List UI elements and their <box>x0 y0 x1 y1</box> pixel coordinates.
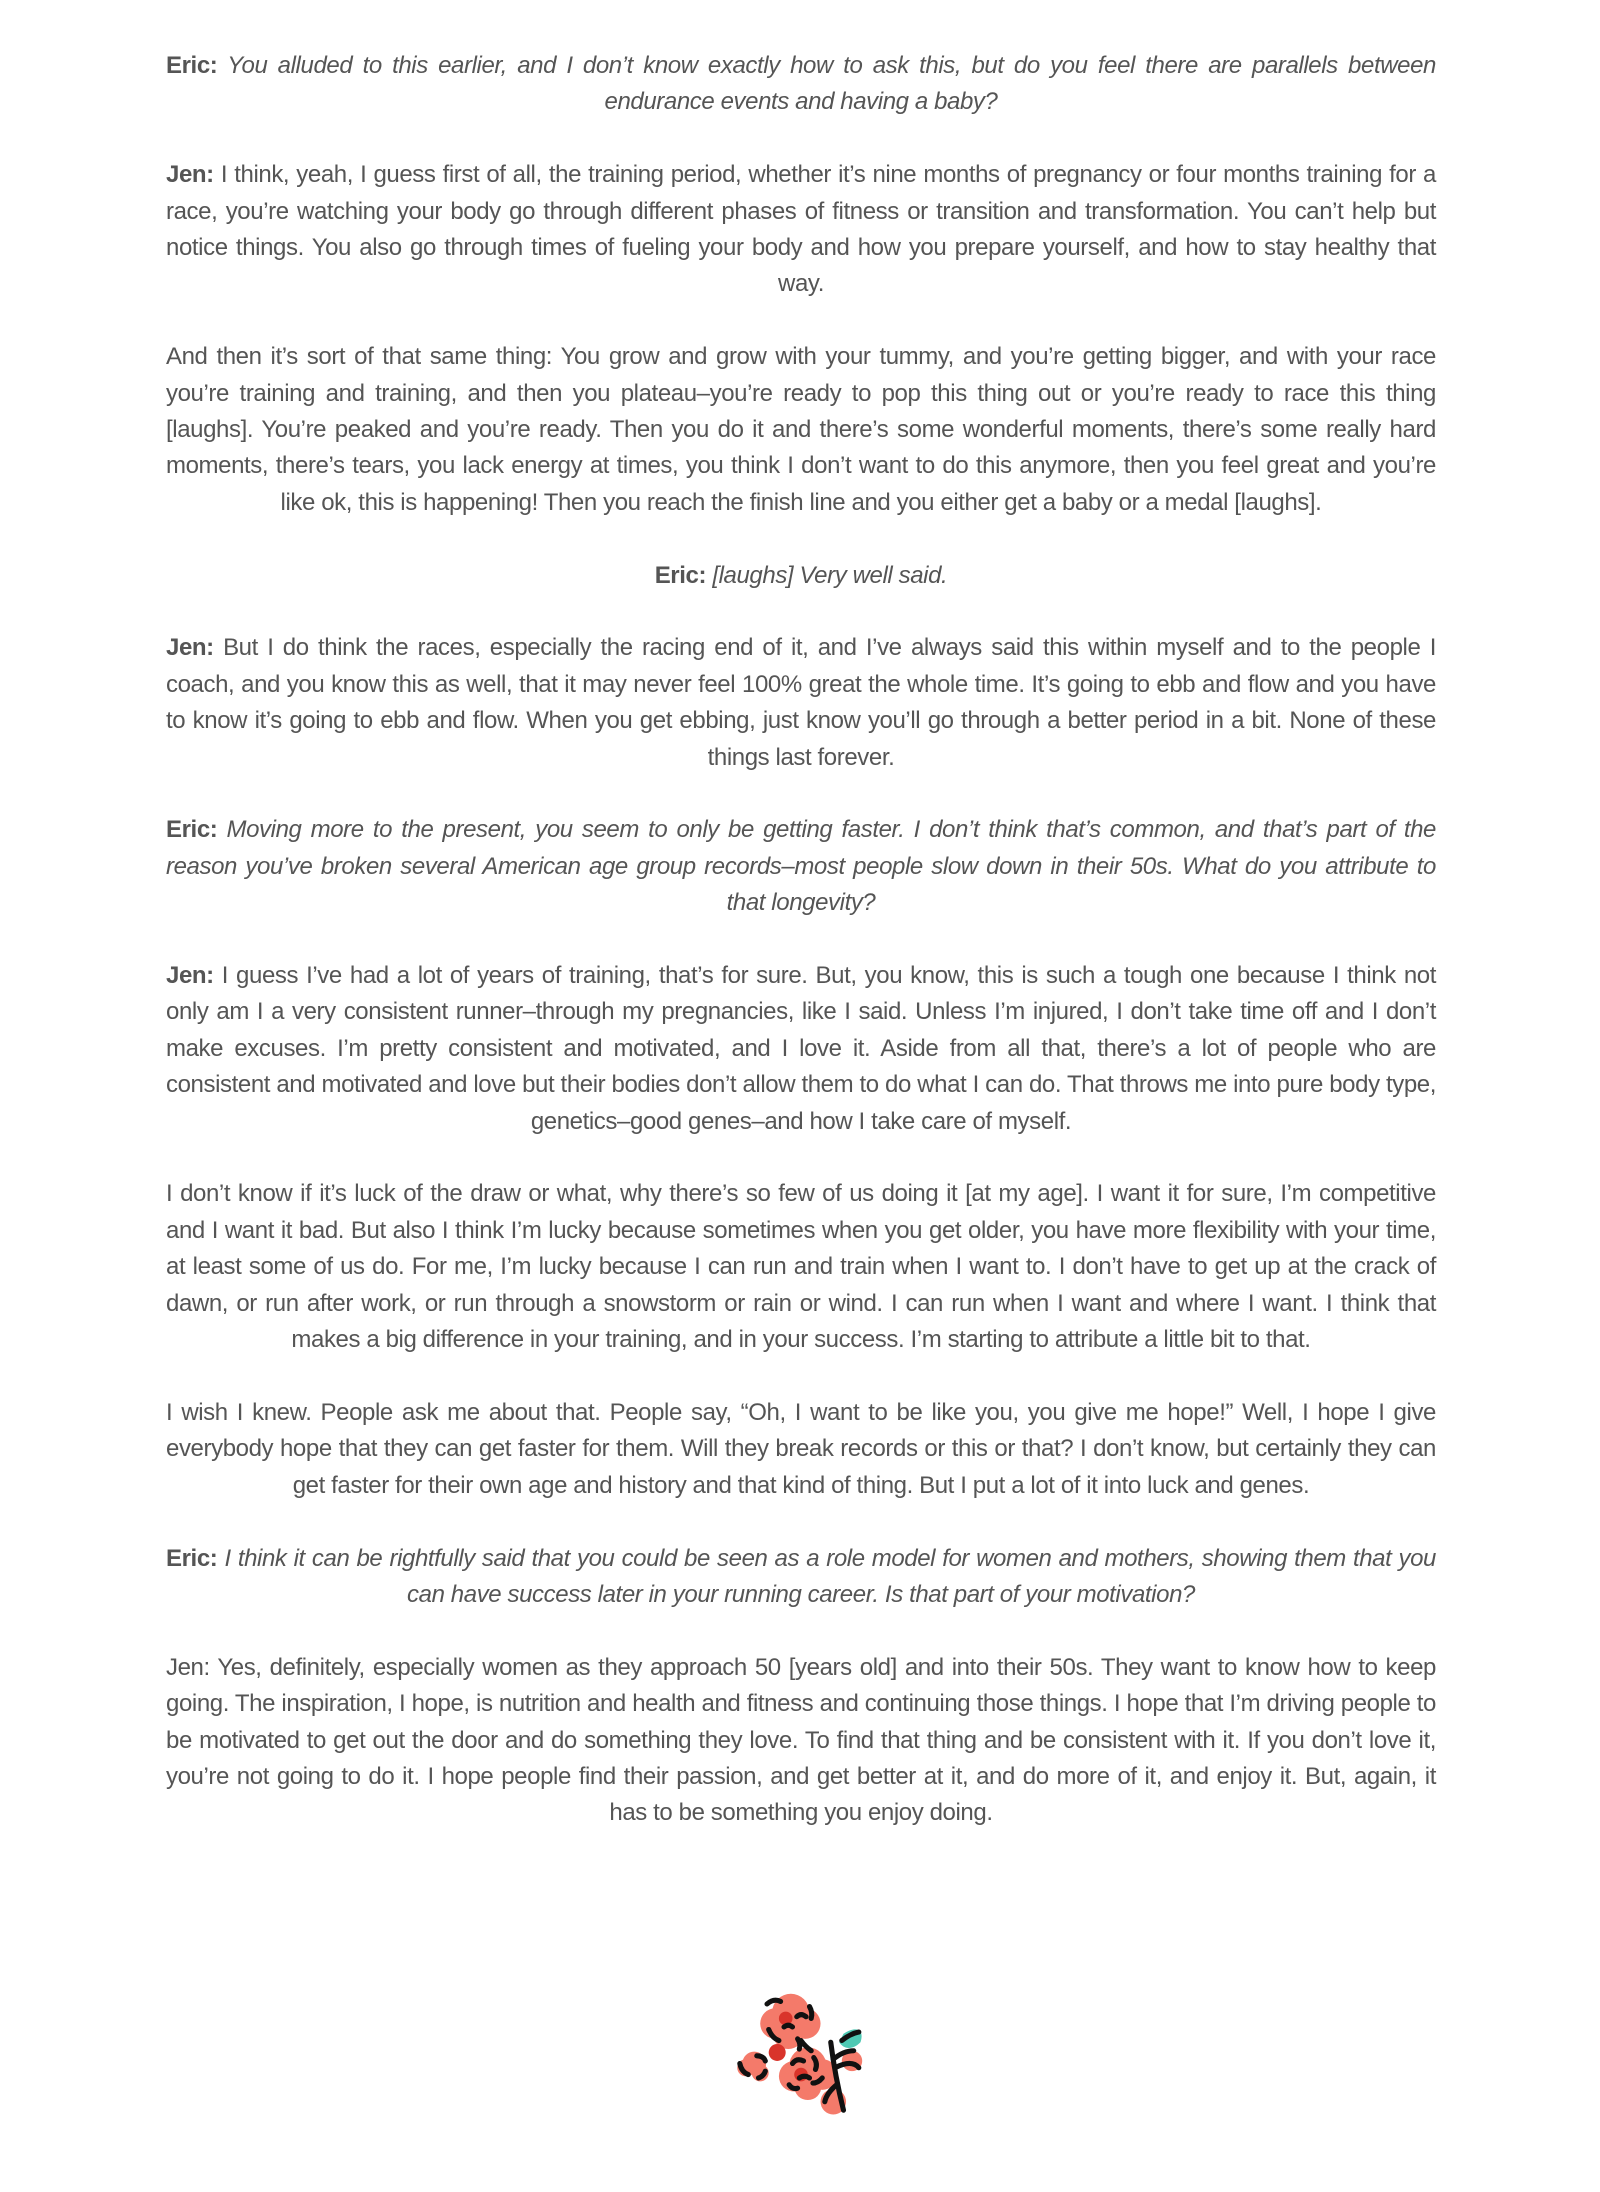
interviewer-question <box>166 1541 1436 1614</box>
paragraph-text: I think, yeah, I guess first of all, the training period, whether it’s nine months of pregnancy or four months training for a race, you’re watching your body go through different phases of fitness or transition and transformation. You can’t help but notice things. You also go through times of fueling your body and how you prepare yourself, and how to stay healthy that way. <box>166 161 1436 298</box>
paragraph-text: [laughs] Very well said. <box>712 561 948 589</box>
paragraph-text: I wish I knew. People ask me about that. People say, “Oh, I want to be like you, you give me hope!” Well, I hope I give everybody hope that they can get faster for them. Will they break records or this or that? I don’t know, but certainly they can get faster for their own age and history and that kind of thing. But I put a lot of it into luck and genes. <box>166 1398 1436 1499</box>
paragraph-text: I don’t know if it’s luck of the draw or what, why there’s so few of us doing it [at my age]. I want it for sure, I’m competitive and I want it bad. But also I think I’m lucky because sometimes when you get older, you have more flexibility with your time, at least some of us do. For me, I’m lucky because I can run and train when I want to. I don’t have to get up at the crack of dawn, or run after work, or run through a snowstorm or rain or wind. I can run when I want and where I want. I think that makes a big difference in your training, and in your success. I’m starting to attribute a little bit to that. <box>166 1180 1436 1354</box>
interviewer-question <box>166 558 1436 594</box>
paragraph-text: I guess I’ve had a lot of years of training, that’s for sure. But, you know, this is such a tough one because I think not only am I a very consistent runner–through my pregnancies, like I said. Unless I’m injured, I don’t take time off and I don’t make excuses. I’m pretty consistent and motivated, and I love it. Aside from all that, there’s a lot of people who are consistent and motivated and love but their bodies don’t allow them to do what I can do. That throws me into pure body type, genetics–good genes–and how I take care of myself. <box>166 962 1436 1135</box>
speaker-label: Eric: <box>166 816 218 844</box>
interview-text <box>166 48 1436 1868</box>
paragraph-text: Jen: Yes, definitely, especially women as they approach 50 [years old] and into their 50s. They want to know how to keep going. The inspiration, I hope, is nutrition and health and fitness and continuing those things. I hope that I’m driving people to be motivated to get out the door and do something they love. To find that thing and be consistent with it. If you don’t love it, you’re not going to do it. I hope people find their passion, and get better at it, and do more of it, and enjoy it. But, again, it has to be something you enjoy doing. <box>166 1653 1436 1827</box>
paragraph-text: I think it can be rightfully said that you could be seen as a role model for women and mothers, showing them that you can have success later in your running career. Is that part of your motivation? <box>224 1544 1436 1608</box>
paragraph-text: But I do think the races, especially the racing end of it, and I’ve always said this within myself and to the people I coach, and you know this as well, that it may never feel 100% great the whole time. It’s going to ebb and flow and you have to know it’s going to ebb and flow. When you get ebbing, just know you’ll go through a better period in a bit. None of these things last forever. <box>166 634 1436 771</box>
speaker-label: Eric: <box>166 52 218 79</box>
interviewee-answer <box>166 958 1436 1140</box>
interviewer-question <box>166 48 1436 121</box>
flower-ornament-icon <box>716 1980 886 2130</box>
interviewee-answer <box>166 630 1436 776</box>
speaker-label: Jen: <box>166 161 214 189</box>
paragraph-text: Moving more to the present, you seem to only be getting faster. I don’t think that’s common, and that’s part of the reason you’ve broken several American age group records–most people slow down in their 50s. What do you attribute to that longevity? <box>166 816 1436 917</box>
interviewee-answer <box>166 339 1436 521</box>
interviewee-answer <box>166 1650 1436 1832</box>
interviewee-answer <box>166 1395 1436 1504</box>
interviewee-answer <box>166 157 1436 303</box>
interviewer-question <box>166 812 1436 921</box>
speaker-label: Jen: <box>166 634 214 662</box>
interviewee-answer <box>166 1176 1436 1358</box>
speaker-label: Eric: <box>166 1544 218 1572</box>
paragraph-text: You alluded to this earlier, and I don’t know exactly how to ask this, but do you feel there are parallels between endurance events and having a baby? <box>227 52 1436 116</box>
paragraph-text: And then it’s sort of that same thing: You grow and grow with your tummy, and you’re getting bigger, and with your race you’re training and training, and then you plateau–you’re ready to pop this thing out or you’re ready to race this thing [laughs]. You’re peaked and you’re ready. Then you do it and there’s some wonderful moments, there’s some really hard moments, there’s tears, you lack energy at times, you think I don’t want to do this anymore, then you feel great and you’re like ok, this is happening! Then you reach the finish line and you either get a baby or a medal [laughs]. <box>166 343 1436 516</box>
speaker-label: Eric: <box>654 561 707 589</box>
speaker-label: Jen: <box>166 962 214 990</box>
